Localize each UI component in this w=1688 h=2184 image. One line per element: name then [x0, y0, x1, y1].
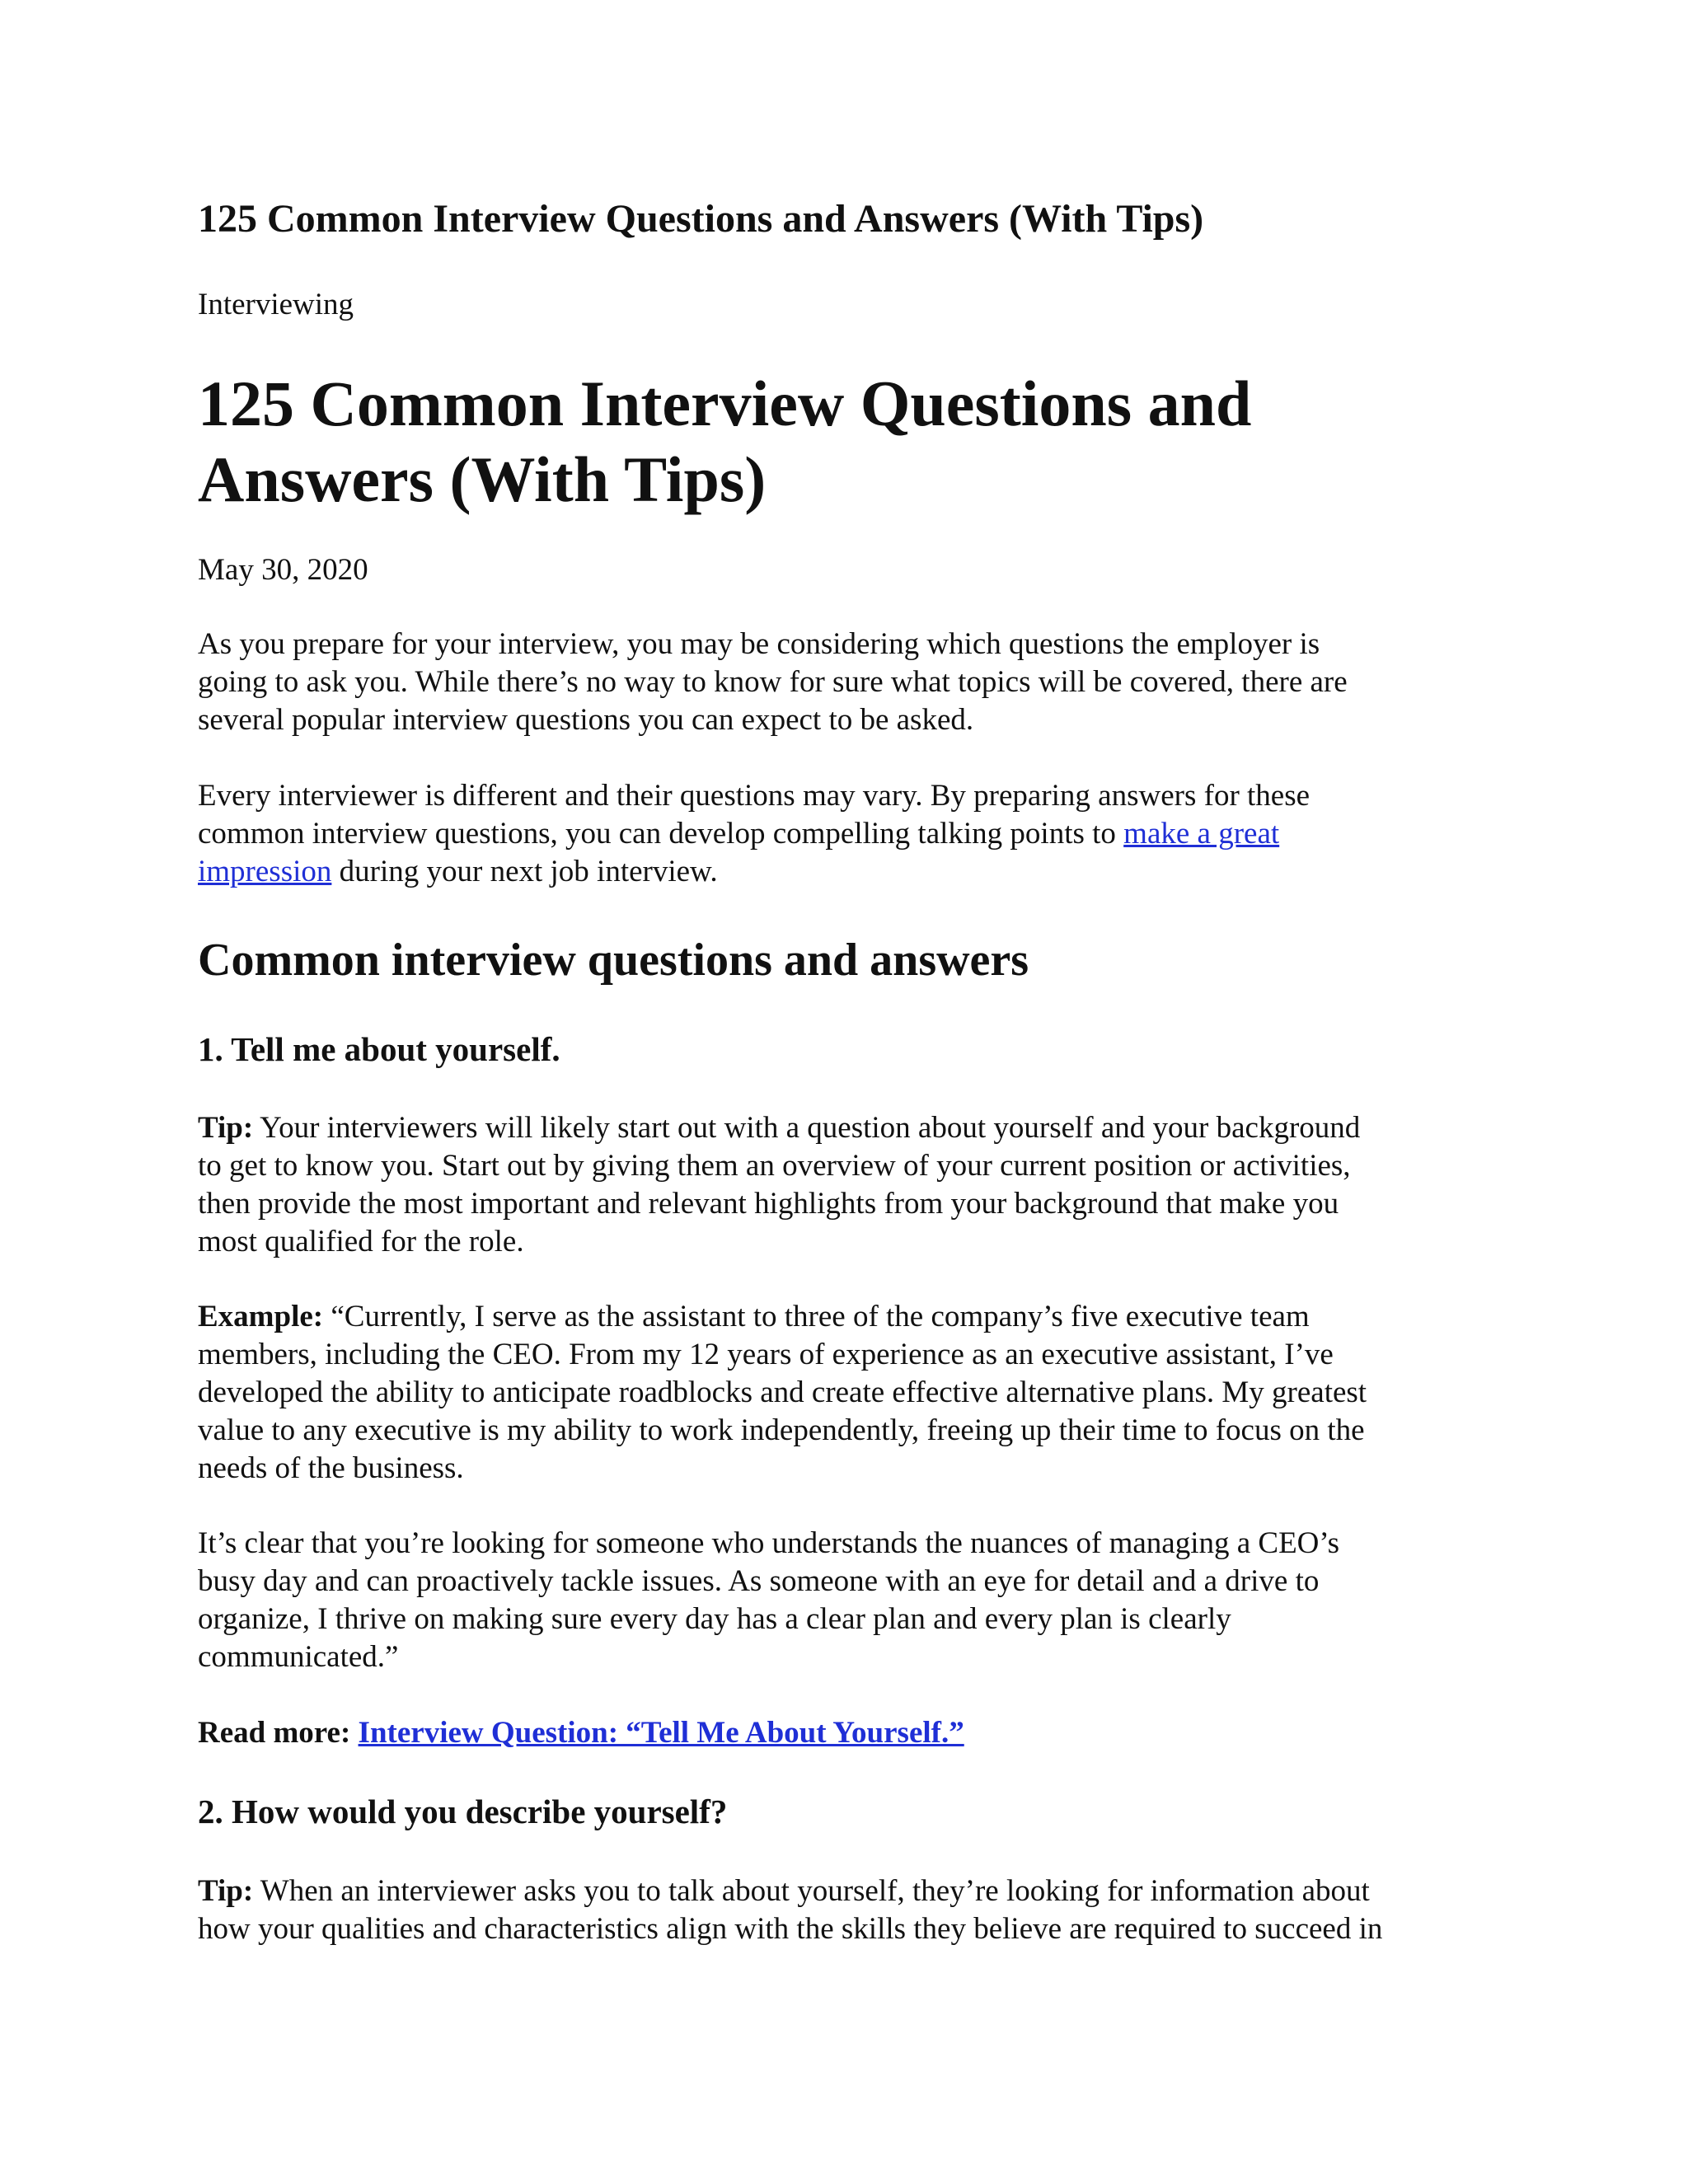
q1-example-text-1: “Currently, I serve as the assistant to three of the company’s five executive team: [323, 1300, 1310, 1333]
question-1-heading: 1. Tell me about yourself.: [198, 1030, 560, 1068]
q1-tip-line-1: [198, 1109, 1484, 1147]
question-1-example-continued: [198, 1525, 1484, 1676]
q1-example2-line-3: organize, I thrive on making sure every day has a clear plan and every plan is clearly: [198, 1602, 1231, 1636]
q1-example2-line-4: communicated.”: [198, 1640, 399, 1674]
q2-tip-line-2: how your qualities and characteristics align with the skills they believe are required to succeed in: [198, 1912, 1383, 1946]
tip-label: Tip:: [198, 1111, 254, 1145]
read-more-label: Read more:: [198, 1716, 351, 1750]
intro-1-line-2: going to ask you. While there’s no way to know for sure what topics will be covered, there are: [198, 665, 1348, 699]
article-title-line-1: 125 Common Interview Questions and: [198, 368, 1252, 439]
q1-tip-line-4: most qualified for the role.: [198, 1225, 524, 1258]
make-a-great-impression-link-continued[interactable]: impression: [198, 855, 332, 888]
q1-example-line-1: [198, 1298, 1484, 1336]
read-more-line: [198, 1714, 1484, 1752]
intro-2-line-3: [198, 853, 1484, 891]
question-1-tip: [198, 1109, 1484, 1261]
document-title: 125 Common Interview Questions and Answers (With Tips): [198, 197, 1204, 241]
article-title: [198, 366, 1467, 518]
intro-1-line-1: As you prepare for your interview, you may be considering which questions the employer is: [198, 627, 1320, 661]
intro-paragraph-2: [198, 777, 1484, 891]
article-title-line-2: Answers (With Tips): [198, 443, 767, 515]
q2-tip-text-1: When an interviewer asks you to talk about yourself, they’re looking for information about: [253, 1874, 1370, 1908]
q1-example-line-3: developed the ability to anticipate roadblocks and create effective alternative plans. My greatest: [198, 1376, 1367, 1409]
q1-tip-text-1: Your interviewers will likely start out with a question about yourself and your background: [253, 1111, 1361, 1145]
q1-tip-line-3: then provide the most important and relevant highlights from your background that make you: [198, 1187, 1339, 1221]
intro-1-line-3: several popular interview questions you can expect to be asked.: [198, 703, 974, 737]
q1-tip-line-2: to get to know you. Start out by giving them an overview of your current position or activities,: [198, 1149, 1351, 1183]
q1-example-line-2: members, including the CEO. From my 12 years of experience as an executive assistant, I’ve: [198, 1338, 1334, 1371]
question-1-example: [198, 1298, 1484, 1488]
publish-date: May 30, 2020: [198, 553, 368, 587]
example-label: Example:: [198, 1300, 324, 1333]
intro-2-line-2: [198, 815, 1484, 853]
intro-paragraph-1: [198, 626, 1484, 739]
category-label: Interviewing: [198, 288, 354, 321]
q2-tip-line-1: [198, 1872, 1484, 1910]
q1-example2-line-2: busy day and can proactively tackle issues. As someone with an eye for detail and a drive to: [198, 1564, 1320, 1598]
q1-example2-line-1: It’s clear that you’re looking for someone who understands the nuances of managing a CEO’s: [198, 1526, 1340, 1560]
question-2-heading: 2. How would you describe yourself?: [198, 1793, 728, 1830]
q1-example-line-5: needs of the business.: [198, 1451, 464, 1485]
intro-2-line-1: Every interviewer is different and their questions may vary. By preparing answers for these: [198, 779, 1311, 813]
q1-example-line-4: value to any executive is my ability to work independently, freeing up their time to focus on the: [198, 1413, 1365, 1447]
question-1-read-more: [198, 1714, 1484, 1752]
make-a-great-impression-link[interactable]: make a great: [1123, 817, 1280, 851]
tip-label: Tip:: [198, 1874, 254, 1908]
intro-2-line-2-text: common interview questions, you can develop compelling talking points to: [198, 817, 1124, 851]
question-2-tip: [198, 1872, 1484, 1948]
intro-2-line-3-text: during your next job interview.: [331, 855, 718, 888]
section-heading: Common interview questions and answers: [198, 935, 1029, 986]
tell-me-about-yourself-link[interactable]: Interview Question: “Tell Me About Yourself.”: [358, 1716, 964, 1750]
